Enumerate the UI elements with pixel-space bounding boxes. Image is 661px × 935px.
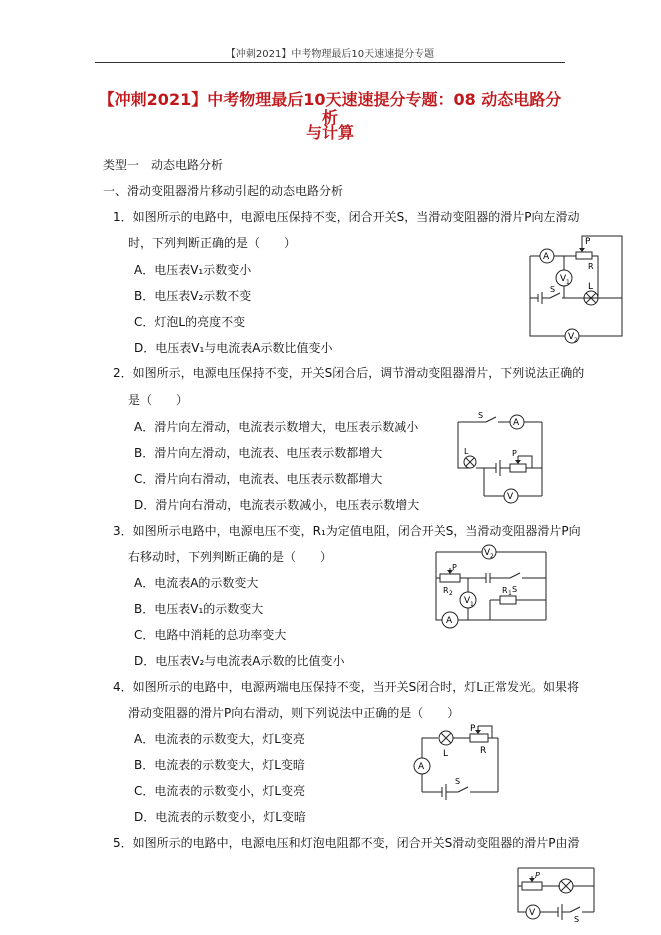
q1-option-d[interactable]: D．电压表V₁与电流表A示数比值变小 <box>134 341 333 355</box>
q5-switch-label: S <box>574 915 580 924</box>
q4-slider-p-label: P <box>470 724 476 734</box>
q2-ammeter-label: A <box>513 418 520 428</box>
q3-option-c[interactable]: C．电路中消耗的总功率变大 <box>134 628 287 642</box>
q5-slider-p-label: P <box>535 871 540 880</box>
q3-voltmeter2-sub: 2 <box>490 553 494 560</box>
q5-voltmeter-label: V <box>529 908 536 918</box>
q3-stem-line2: 右移动时，下列判断正确的是（ ） <box>128 550 333 564</box>
q3-stem-line1: 3．如图所示电路中，电源电压不变，R₁为定值电阻，闭合开关S，当滑动变阻器滑片P向 <box>113 524 581 538</box>
q2-option-d[interactable]: D．滑片向右滑动，电流表示数减小，电压表示数增大 <box>134 498 420 512</box>
q4-switch-label: S <box>455 777 461 786</box>
q4-stem-line1: 4．如图所示的电路中，电源两端电压保持不变，当开关S闭合时，灯L正常发光。如果将 <box>113 680 579 694</box>
q2-stem-line2: 是（ ） <box>128 393 189 407</box>
q2-stem-line1: 2．如图所示，电源电压保持不变，开关S闭合后，调节滑动变阻器滑片，下列说法正确的 <box>113 366 585 380</box>
q2-option-a[interactable]: A．滑片向左滑动，电流表示数增大，电压表示数减小 <box>134 420 419 434</box>
document-title-line2: 与计算 <box>305 123 354 142</box>
q3-r1-sub: 1 <box>508 590 512 597</box>
q3-voltmeter1-label: V <box>464 596 471 606</box>
q1-rheostat-label: R <box>588 262 594 271</box>
q1-lamp-label: L <box>588 282 594 292</box>
q1-voltmeter1-label: V <box>560 274 567 284</box>
q4-option-d[interactable]: D．电流表的示数变小，灯L变暗 <box>134 810 306 824</box>
q3-switch-label: S <box>512 585 518 594</box>
q4-circuit-diagram <box>410 722 506 802</box>
q3-r2-label: R <box>443 586 449 595</box>
q1-option-b[interactable]: B．电压表V₂示数不变 <box>134 289 252 303</box>
q3-r1-label: R <box>502 586 508 595</box>
q3-voltmeter2-label: V <box>484 548 491 558</box>
q3-option-d[interactable]: D．电压表V₂与电流表A示数的比值变小 <box>134 654 345 668</box>
q1-ammeter-label: A <box>543 252 550 262</box>
q4-stem-line2: 滑动变阻器的滑片P向右滑动，则下列说法中正确的是（ ） <box>128 706 460 720</box>
q1-stem-line1: 1．如图所示的电路中，电源电压保持不变，闭合开关S，当滑动变阻器的滑片P向左滑动 <box>113 210 580 224</box>
page-header: 【冲刺2021】中考物理最后10天速速提分专题 <box>225 49 435 60</box>
section-type: 类型一 动态电路分析 <box>103 158 224 172</box>
q1-slider-p-label: P <box>585 237 591 247</box>
q2-voltmeter-label: V <box>507 492 514 502</box>
q3-option-a[interactable]: A．电流表A的示数变大 <box>134 576 259 590</box>
q1-circuit-diagram <box>522 232 632 344</box>
q3-circuit-diagram <box>430 540 552 636</box>
q4-ammeter-label: A <box>418 762 425 772</box>
q3-voltmeter1-sub: 1 <box>470 601 474 608</box>
q1-voltmeter2-label: V <box>568 332 575 342</box>
q5-stem-line1: 5．如图所示的电路中，电源电压和灯泡电阻都不变，闭合开关S滑动变阻器的滑片P由滑 <box>113 836 580 850</box>
q1-voltmeter1-sub: 1 <box>566 279 570 286</box>
q3-option-b[interactable]: B．电压表V₁的示数变大 <box>134 602 264 616</box>
q4-lamp-label: L <box>443 749 449 759</box>
q4-rheostat-label: R <box>480 746 487 756</box>
document-title-line1: 【冲刺2021】中考物理最后10天速速提分专题：08 动态电路分析 <box>98 90 562 127</box>
q1-option-a[interactable]: A．电压表V₁示数变小 <box>134 263 252 277</box>
q2-switch-label: S <box>478 411 484 420</box>
q3-slider-p-label: P <box>452 563 457 572</box>
q4-option-a[interactable]: A．电流表的示数变大，灯L变亮 <box>134 732 305 746</box>
header-divider <box>95 62 565 63</box>
q2-lamp-label: L <box>464 447 469 456</box>
q2-option-c[interactable]: C．滑片向右滑动，电流表、电压表示数都增大 <box>134 472 383 486</box>
q2-slider-p-label: P <box>512 449 517 458</box>
q1-option-c[interactable]: C．灯泡L的亮度不变 <box>134 315 246 329</box>
section-subtype: 一、滑动变阻器滑片移动引起的动态电路分析 <box>103 184 344 198</box>
q5-circuit-diagram <box>508 860 604 924</box>
q1-stem-line2: 时，下列判断正确的是（ ） <box>128 236 297 250</box>
q2-option-b[interactable]: B．滑片向左滑动，电流表、电压表示数都增大 <box>134 446 383 460</box>
q4-option-b[interactable]: B．电流表的示数变大，灯L变暗 <box>134 758 305 772</box>
q1-switch-label: S <box>550 285 556 294</box>
q4-option-c[interactable]: C．电流表的示数变小，灯L变亮 <box>134 784 306 798</box>
q3-ammeter-label: A <box>446 616 453 626</box>
q3-r2-sub: 2 <box>449 590 453 597</box>
q1-voltmeter2-sub: 2 <box>574 337 578 344</box>
q2-circuit-diagram <box>452 408 548 508</box>
